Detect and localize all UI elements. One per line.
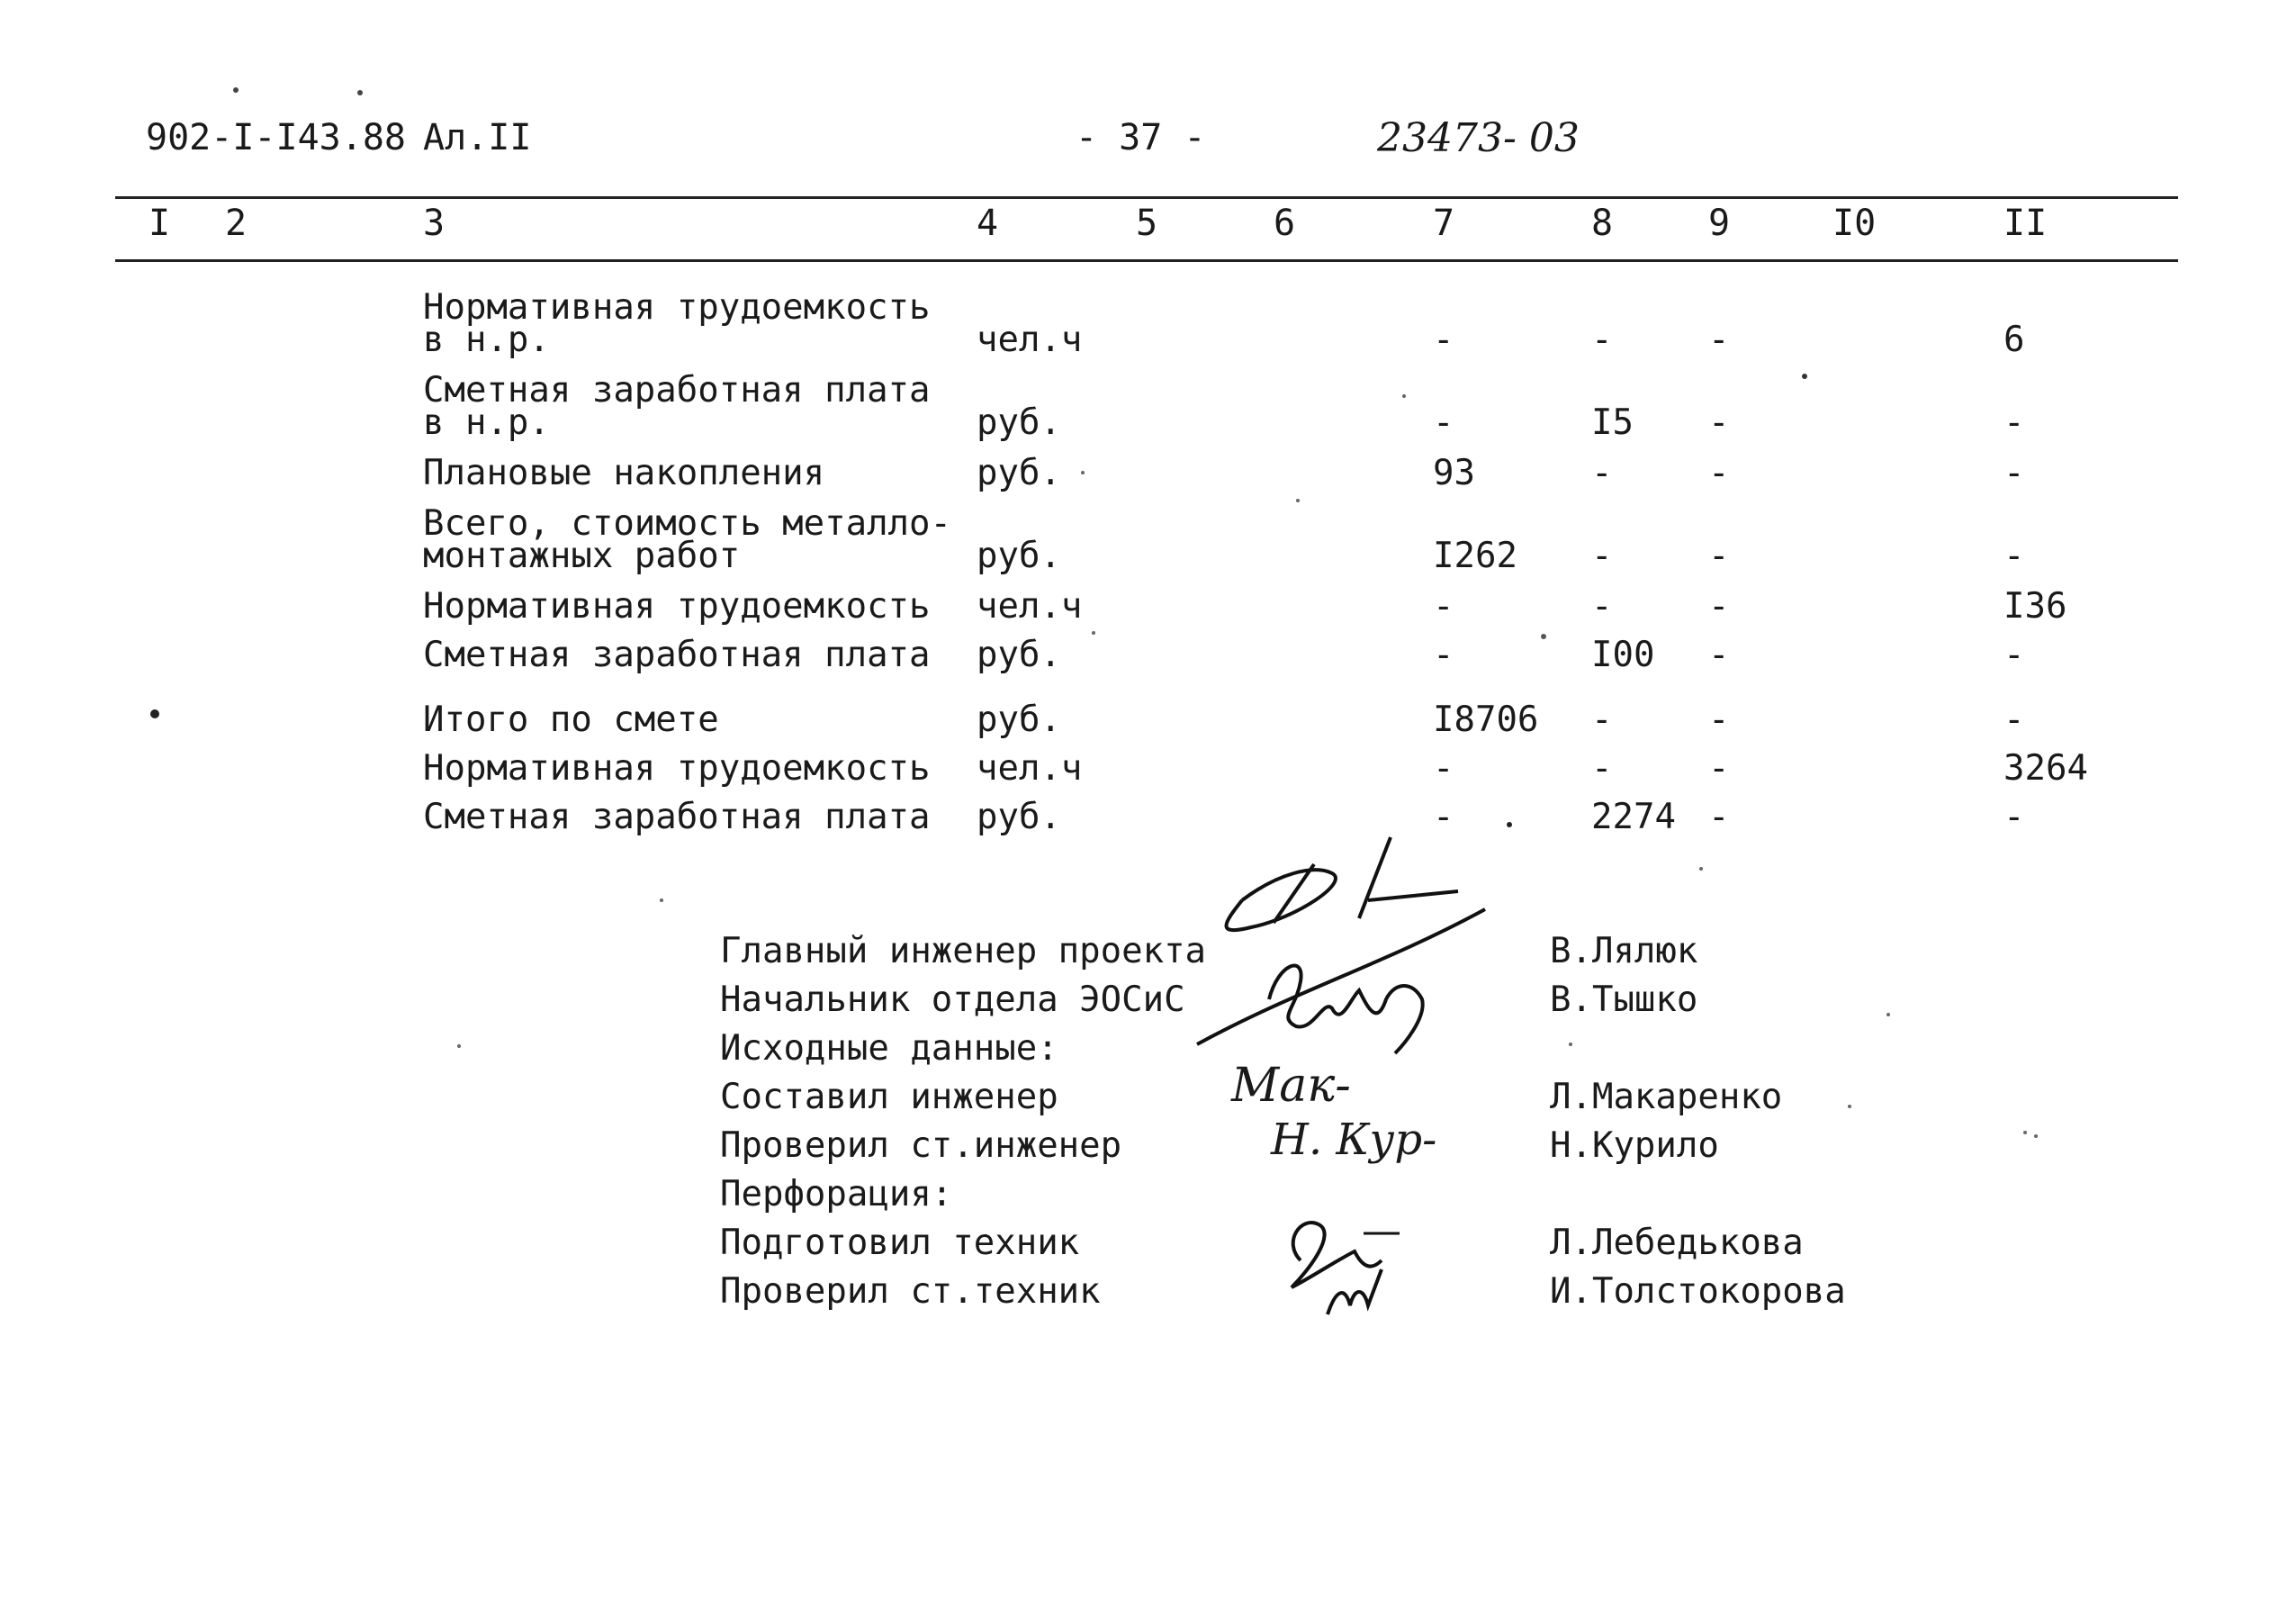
row-unit: руб. <box>977 700 1061 740</box>
column-number: 9 <box>1708 203 1731 244</box>
signature-role: Перфорация: <box>720 1174 953 1214</box>
row-col11: - <box>2003 700 2025 740</box>
row-col11: - <box>2003 797 2025 837</box>
signature-name: Л.Лебедькова <box>1550 1223 1804 1263</box>
row-unit: чел.ч <box>977 748 1083 789</box>
row-col8: 2274 <box>1591 797 1676 837</box>
row-col9: - <box>1708 700 1730 740</box>
signature-role: Составил инженер <box>720 1077 1058 1117</box>
description-line: Нормативная трудоемкость <box>423 586 931 627</box>
signature-role: Проверил ст.техник <box>720 1271 1101 1312</box>
signature-name: В.Лялюк <box>1550 931 1698 971</box>
description-line: монтажных работ <box>423 536 741 576</box>
row-col9: - <box>1708 586 1730 627</box>
row-col8: - <box>1591 748 1613 789</box>
row-col11: - <box>2003 536 2025 576</box>
description-line: Всего, стоимость металло- <box>423 503 951 544</box>
row-col8: I00 <box>1591 635 1655 675</box>
row-unit: руб. <box>977 453 1061 493</box>
column-number: 6 <box>1274 203 1296 244</box>
signature-role: Главный инженер проекта <box>720 931 1207 971</box>
row-col11: - <box>2003 635 2025 675</box>
row-col11: 3264 <box>2003 748 2088 789</box>
row-col7: - <box>1433 586 1454 627</box>
description-line: Нормативная трудоемкость <box>423 287 931 328</box>
row-col8: - <box>1591 536 1613 576</box>
row-col11: I36 <box>2003 586 2067 627</box>
column-number: 2 <box>225 203 248 244</box>
row-col9: - <box>1708 635 1730 675</box>
row-col8: I5 <box>1591 402 1634 443</box>
column-number: I <box>149 203 171 244</box>
row-col7: - <box>1433 748 1454 789</box>
row-unit: руб. <box>977 797 1061 837</box>
description-line: Нормативная трудоемкость <box>423 748 931 789</box>
row-col9: - <box>1708 320 1730 360</box>
signature-role: Исходные данные: <box>720 1028 1058 1069</box>
album-number: Ал.II <box>423 117 532 158</box>
row-col9: - <box>1708 453 1730 493</box>
signature-role: Проверил ст.инженер <box>720 1125 1122 1166</box>
signature-name: И.Толстокорова <box>1550 1271 1846 1312</box>
column-number: 3 <box>423 203 446 244</box>
column-number: I0 <box>1832 203 1877 244</box>
row-col8: - <box>1591 586 1613 627</box>
row-col11: 6 <box>2003 320 2025 360</box>
document-code: 902-I-I43.88 <box>146 117 406 158</box>
description-line: Сметная заработная плата <box>423 635 931 675</box>
column-number: 8 <box>1591 203 1614 244</box>
description-line: в н.р. <box>423 320 550 360</box>
row-col7: - <box>1433 635 1454 675</box>
page-number: - 37 - <box>1076 117 1206 158</box>
column-number: 4 <box>977 203 999 244</box>
row-unit: чел.ч <box>977 586 1083 627</box>
handwritten-signature-makarenko: Мак- <box>1231 1059 1351 1113</box>
row-col9: - <box>1708 402 1730 443</box>
row-col8: - <box>1591 700 1613 740</box>
description-line: Сметная заработная плата <box>423 797 931 837</box>
row-unit: руб. <box>977 635 1061 675</box>
row-unit: чел.ч <box>977 320 1083 360</box>
row-col7: I262 <box>1433 536 1517 576</box>
description-line: Итого по смете <box>423 700 719 740</box>
row-col7: - <box>1433 797 1454 837</box>
row-col11: - <box>2003 453 2025 493</box>
signature-role: Подготовил техник <box>720 1223 1080 1263</box>
handwritten-signature-kurilo: Н. Кур- <box>1271 1115 1437 1165</box>
description-line: Сметная заработная плата <box>423 370 931 411</box>
row-col9: - <box>1708 748 1730 789</box>
signature-name: Н.Курило <box>1550 1125 1719 1166</box>
row-col7: - <box>1433 402 1454 443</box>
column-number: II <box>2003 203 2048 244</box>
row-unit: руб. <box>977 402 1061 443</box>
row-unit: руб. <box>977 536 1061 576</box>
row-col7: I8706 <box>1433 700 1539 740</box>
row-col9: - <box>1708 797 1730 837</box>
row-col11: - <box>2003 402 2025 443</box>
description-line: в н.р. <box>423 402 550 443</box>
row-col7: 93 <box>1433 453 1475 493</box>
row-col9: - <box>1708 536 1730 576</box>
column-number: 5 <box>1136 203 1158 244</box>
row-col8: - <box>1591 453 1613 493</box>
handwritten-doc-number: 23473- 03 <box>1377 115 1580 161</box>
description-line: Плановые накопления <box>423 453 825 493</box>
row-col7: - <box>1433 320 1454 360</box>
signature-name: Л.Макаренко <box>1550 1077 1783 1117</box>
column-number: 7 <box>1433 203 1455 244</box>
signature-name: В.Тышко <box>1550 980 1698 1020</box>
signature-role: Начальник отдела ЭОСиС <box>720 980 1185 1020</box>
row-col8: - <box>1591 320 1613 360</box>
